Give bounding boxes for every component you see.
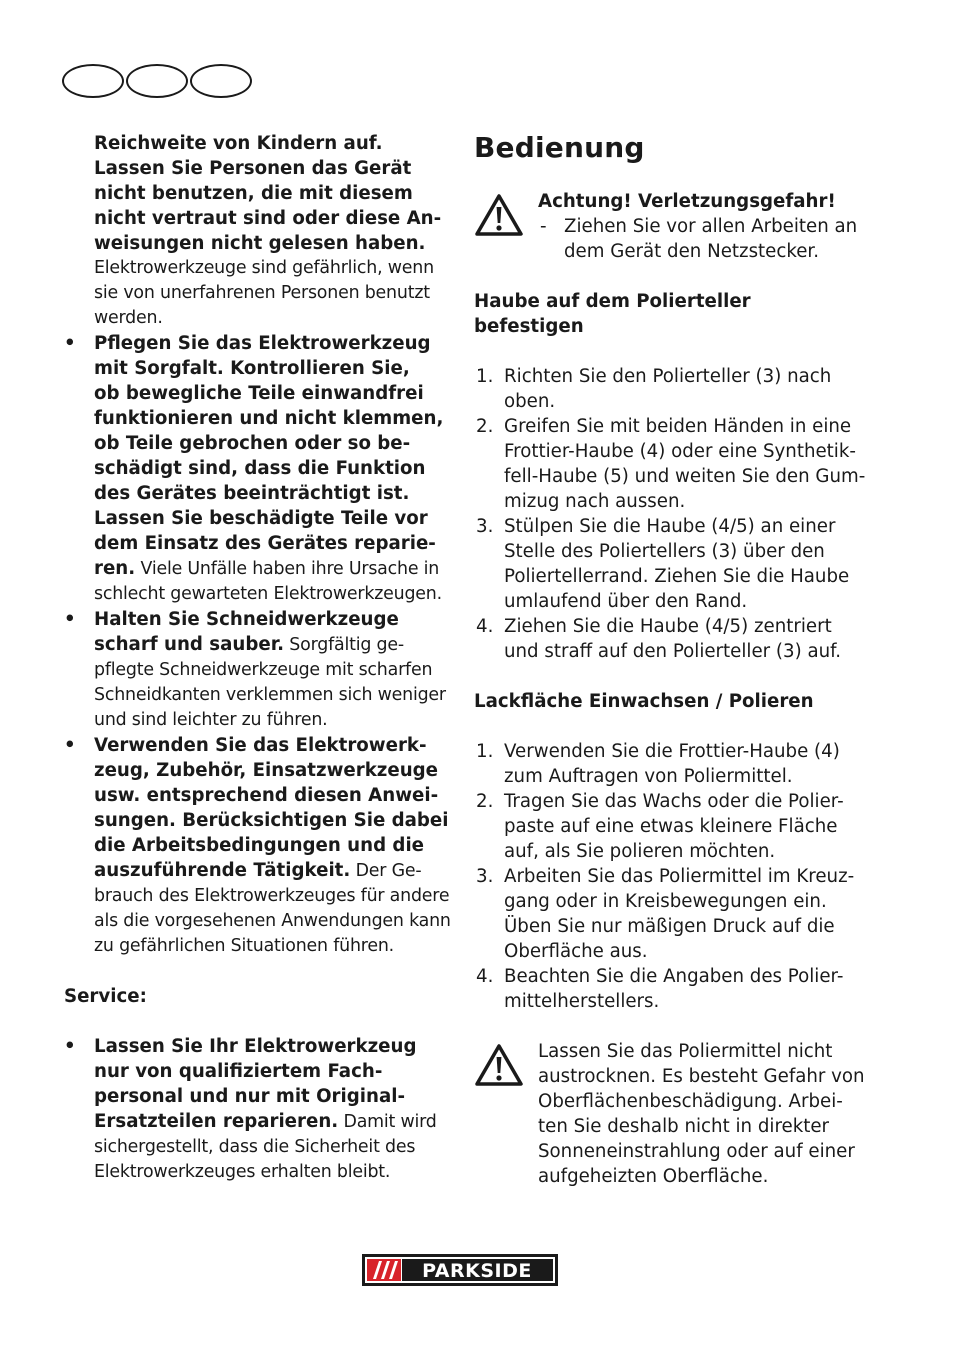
normal-span: Viele Unfälle haben ihre Ursache in [135,559,440,579]
bullet-item-service [64,1034,454,1185]
step-item [474,864,874,964]
text-line: oben. [504,391,556,412]
text-line: Stülpen Sie die Haube (4/5) an einer [504,516,836,537]
step-number: 1. [476,741,494,762]
bullet-item-cutting-tools [64,607,454,733]
spacer [474,264,874,289]
step-number: 1. [476,366,494,387]
text-line: gang oder in Kreisbewegungen ein. [504,891,827,912]
spacer [474,664,874,689]
service-heading: Service: [64,986,147,1007]
language-oval-2 [126,64,188,98]
text-line: Haube auf dem Polierteller [474,291,751,312]
dash-symbol: - [540,216,547,237]
text-line: Üben Sie nur mäßigen Druck auf die [504,916,835,937]
text-line: Arbeiten Sie das Poliermittel im Kreuz- [504,866,855,887]
text-line [94,632,454,658]
normal-span: Sorgfältig ge- [283,635,404,655]
text-line: schädigt sind, dass die Funktion [94,458,426,479]
text-line: zu gefährlichen Situationen führen. [94,936,394,956]
text-line: als die vorgesehenen Anwendungen kann [94,911,451,931]
text-line: Lassen Sie Personen das Gerät [94,158,412,179]
spacer [474,339,874,364]
spacer [474,714,874,739]
text-line: Verwenden Sie das Elektrowerk- [94,735,427,756]
step-item [474,964,874,1014]
section-heading-bedienung: Bedienung [474,131,645,164]
text-line: usw. entsprechend diesen Anwei- [94,785,439,806]
step-number: 4. [476,616,494,637]
language-oval-3 [190,64,252,98]
subheading-polishing: Lackfläche Einwachsen / Polieren [474,691,814,712]
text-line: und sind leichter zu führen. [94,710,328,730]
text-line: Poliertellerrand. Ziehen Sie die Haube [504,566,850,587]
text-line: Beachten Sie die Angaben des Polier- [504,966,844,987]
step-item [474,364,874,414]
bullet-symbol: • [64,609,76,630]
text-line: nur von qualifiziertem Fach- [94,1061,383,1082]
language-oval-1 [62,64,124,98]
text-line: brauch des Elektrowerkzeuges für andere [94,886,450,906]
text-line: nicht vertraut sind oder diese An- [94,208,442,229]
step-item [474,514,874,614]
text-line [94,556,454,582]
bullet-symbol: • [64,735,76,756]
text-line: des Gerätes beeinträchtigt ist. [94,483,410,504]
step-item [474,414,874,514]
text-line: ob bewegliche Teile einwandfrei [94,383,424,404]
text-line: sungen. Berücksichtigen Sie dabei [94,810,449,831]
text-line: sichergestellt, dass die Sicherheit des [94,1137,416,1157]
intro-normal-text [94,256,454,331]
text-line: mit Sorgfalt. Kontrollieren Sie, [94,358,410,379]
warning-triangle-icon [474,1043,524,1087]
text-line: umlaufend über den Rand. [504,591,748,612]
bold-span: ren. [94,558,136,579]
text-line: Oberflächenbeschädigung. Arbei- [538,1091,843,1112]
text-line: dem Gerät den Netzstecker. [564,241,820,262]
text-line: Lassen Sie das Poliermittel nicht [538,1041,833,1062]
text-line: Reichweite von Kindern auf. [94,133,383,154]
text-line: Richten Sie den Polierteller (3) nach [504,366,832,387]
warning-block-injury [474,189,874,264]
steps-polishing [474,739,874,1014]
text-line: die Arbeitsbedingungen und die [94,835,425,856]
warning-item [538,214,874,264]
text-line [94,858,454,884]
text-line [94,1109,454,1135]
text-line: und straff auf den Polierteller (3) auf. [504,641,841,662]
spacer [64,1009,454,1034]
parkside-logo [362,1254,558,1286]
text-line: mittelherstellers. [504,991,660,1012]
bullet-symbol: • [64,1036,76,1057]
bullet-item-care [64,331,454,607]
text-line: zeug, Zubehör, Einsatzwerkzeuge [94,760,439,781]
bold-span: scharf und sauber. [94,634,284,655]
text-line: Stelle des Poliertellers (3) über den [504,541,825,562]
text-line: aufgeheizten Oberfläche. [538,1166,769,1187]
steps-attach-hood [474,364,874,664]
text-line: zum Auftragen von Poliermittel. [504,766,793,787]
intro-paragraph [64,131,454,331]
text-line: Schneidkanten verklemmen sich weniger [94,685,446,705]
intro-bold-text [94,131,454,256]
normal-span: Der Ge- [350,861,422,881]
step-number: 3. [476,866,494,887]
bold-span: auszuführende Tätigkeit. [94,860,351,881]
text-line: paste auf eine etwas kleinere Fläche [504,816,838,837]
step-number: 3. [476,516,494,537]
text-line: Greifen Sie mit beiden Händen in eine [504,416,852,437]
text-line: Ziehen Sie vor allen Arbeiten an [564,216,858,237]
text-line: personal und nur mit Original- [94,1086,406,1107]
step-number: 2. [476,416,494,437]
text-line: mizug nach aussen. [504,491,686,512]
step-item [474,789,874,864]
text-line: Lassen Sie beschädigte Teile vor [94,508,428,529]
text-line: Sonneneinstrahlung oder auf einer [538,1141,855,1162]
text-line: Tragen Sie das Wachs oder die Polier- [504,791,844,812]
warning-title: Achtung! Verletzungsgefahr! [538,191,836,212]
bold-span: Ersatzteilen reparieren. [94,1111,339,1132]
text-line: funktionieren und nicht klemmen, [94,408,444,429]
text-line: dem Einsatz des Gerätes reparie- [94,533,436,554]
text-line: Halten Sie Schneidwerkzeuge [94,609,399,630]
step-number: 2. [476,791,494,812]
text-line: austrocknen. Es besteht Gefahr von [538,1066,865,1087]
text-line: Elektrowerkzeuges erhalten bleibt. [94,1162,391,1182]
step-item [474,614,874,664]
text-line: werden. [94,308,163,328]
bullet-item-usage [64,733,454,959]
text-line: Frottier-Haube (4) oder eine Synthetik- [504,441,856,462]
text-line: auf, als Sie polieren möchten. [504,841,776,862]
text-line: schlecht gewarteten Elektrowerkzeugen. [94,584,442,604]
left-column [64,131,454,1185]
text-line: Elektrowerkzeuge sind gefährlich, wenn [94,258,434,278]
text-line: pflegte Schneidwerkzeuge mit scharfen [94,660,433,680]
spacer [474,1014,874,1039]
step-item [474,739,874,789]
normal-span: Damit wird [338,1112,437,1132]
text-line: befestigen [474,316,584,337]
right-column [474,131,874,1189]
warning-triangle-icon [474,193,524,237]
text-line: Pflegen Sie das Elektrowerkzeug [94,333,431,354]
text-line: Verwenden Sie die Frottier-Haube (4) [504,741,840,762]
bullet-symbol: • [64,333,76,354]
text-line: Lassen Sie Ihr Elektrowerkzeug [94,1036,417,1057]
text-line: nicht benutzen, die mit diesem [94,183,413,204]
subheading-attach-hood [474,289,874,339]
step-number: 4. [476,966,494,987]
text-line: Oberfläche aus. [504,941,648,962]
text-line: weisungen nicht gelesen haben. [94,233,426,254]
text-line: sie von unerfahrenen Personen benutzt [94,283,430,303]
text-line: fell-Haube (5) und weiten Sie den Gum- [504,466,866,487]
warning-block-drying [474,1039,874,1189]
spacer [64,959,454,984]
text-line: Ziehen Sie die Haube (4/5) zentriert [504,616,832,637]
text-line: ob Teile gebrochen oder so be- [94,433,411,454]
text-line: ten Sie deshalb nicht in direkter [538,1116,830,1137]
logo-text: PARKSIDE [422,1260,532,1282]
